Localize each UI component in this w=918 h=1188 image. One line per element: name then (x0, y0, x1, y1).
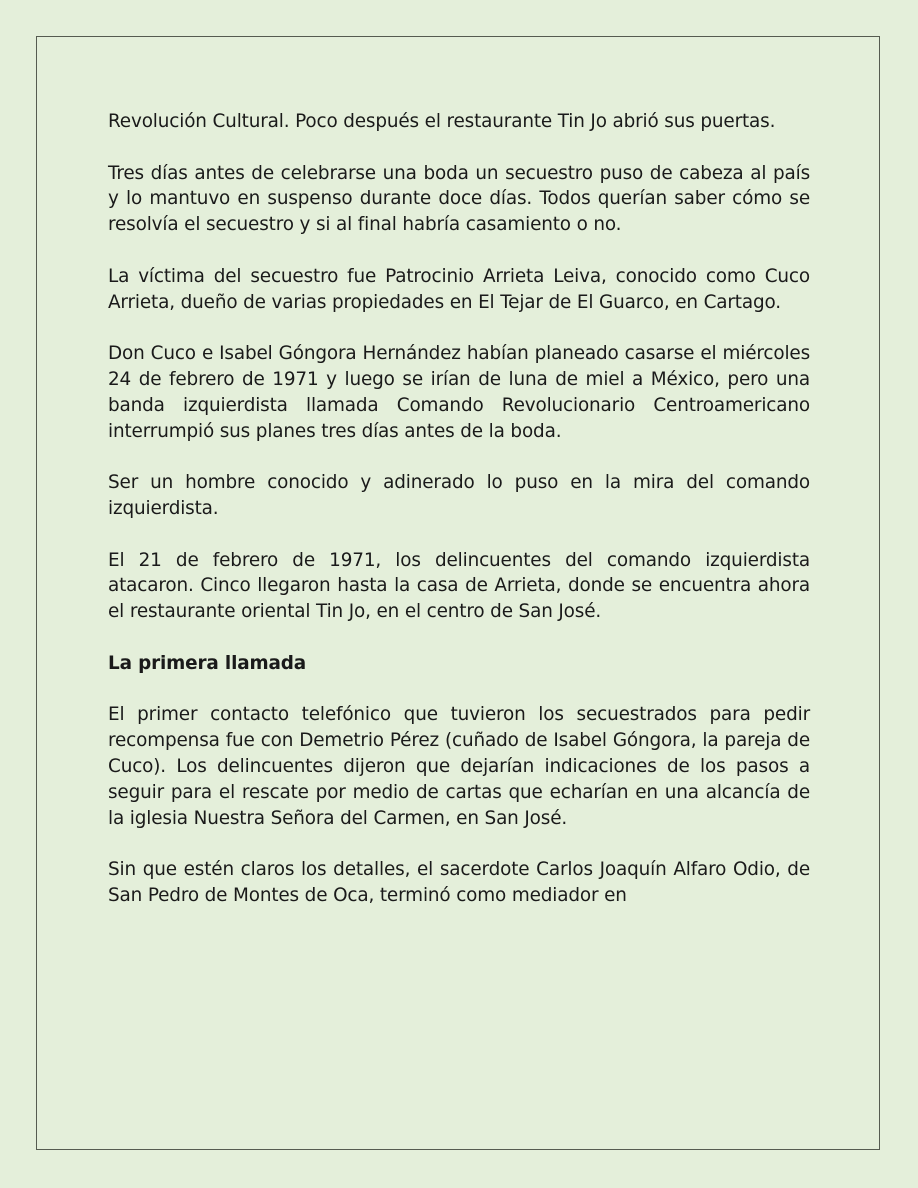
paragraph-1: Revolución Cultural. Poco después el restaurante Tin Jo abrió sus puertas. (108, 111, 776, 132)
document-body (108, 109, 810, 909)
paragraph-6: El 21 de febrero de 1971, los delincuentes del comando izquierdista atacaron. Cinco llegaron hasta la casa de Arrieta, donde se encuentra ahora el restaurante oriental Tin Jo, en el centro de San José. (108, 549, 810, 623)
paragraph-3: La víctima del secuestro fue Patrocinio Arrieta Leiva, conocido como Cuco Arrieta, dueño de varias propiedades en El Tejar de El Guarco, en Cartago. (108, 265, 810, 313)
paragraph-4: Don Cuco e Isabel Góngora Hernández habían planeado casarse el miércoles 24 de febrero de 1971 y luego se irían de luna de miel a México, pero una banda izquierdista llamada Comando Revolucionario Centroamericano interrumpió sus planes tres días antes de la boda. (108, 343, 810, 442)
section-heading: La primera llamada (108, 652, 307, 674)
paragraph-8: Sin que estén claros los detalles, el sacerdote Carlos Joaquín Alfaro Odio, de San Pedro de Montes de Oca, terminó como mediador en (108, 859, 810, 906)
paragraph-7: El primer contacto telefónico que tuvieron los secuestrados para pedir recompensa fue con Demetrio Pérez (cuñado de Isabel Góngora, la pareja de Cuco). Los delincuentes dijeron que dejarían indicaciones de los pasos a seguir para el rescate por medio de cartas que echarían en una alcancía de la iglesia Nuestra Señora del Carmen, en San José. (108, 704, 810, 829)
paragraph-2: Tres días antes de celebrarse una boda un secuestro puso de cabeza al país y lo mantuvo en suspenso durante doce días. Todos querían saber cómo se resolvía el secuestro y si al final habría casamiento o no. (108, 162, 810, 236)
paragraph-5: Ser un hombre conocido y adinerado lo puso en la mira del comando izquierdista. (108, 472, 810, 519)
